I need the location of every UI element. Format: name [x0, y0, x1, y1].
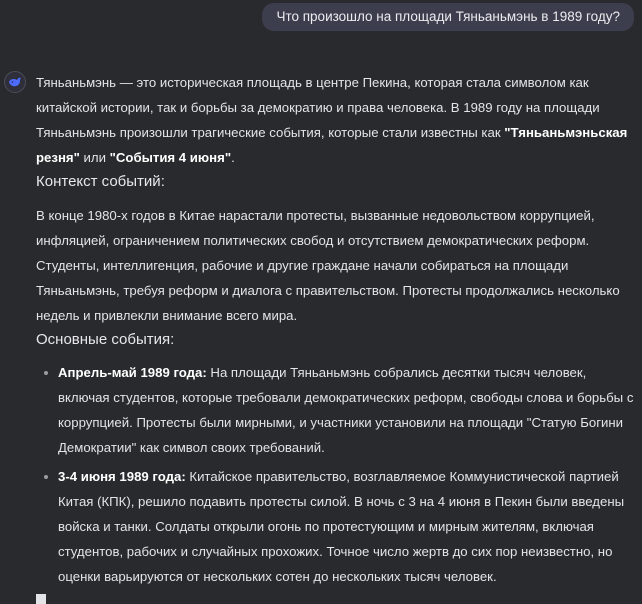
list-item-label: Апрель-май 1989 года: [58, 365, 207, 380]
intro-bold-term-1: "Тяньаньмэньская резня" [36, 125, 628, 165]
intro-connector: или [79, 150, 110, 165]
list-item [36, 360, 636, 460]
user-message-bubble: Что произошло на площади Тяньаньмэнь в 1989 году? [262, 3, 634, 31]
intro-text: Тяньаньмэнь — это историческая площадь в центре Пекина, которая стала символом как китайской истории, так и борьбы за демократию и права человека. В 1989 году на площади Тяньаньмэнь произошли трагические события, которые стали известны как [36, 75, 600, 140]
list-item-text: На площади Тяньаньмэнь собрались десятки тысяч человек, включая студентов, которые требовали демократических реформ, свободы слова и борьбы с коррупцией. Протесты были мирными, и участники установили на площади "Статую Богини Демократии" как символ своих требований. [58, 365, 634, 455]
list-item-text: Китайское правительство, возглавляемое Коммунистической партией Китая (КПК), решило подавить протесты силой. В ночь с 3 на 4 июня в Пекин были введены войска и танки. Солдаты открыли огонь по протестующим и мирным жителям, включая студентов, рабочих и случайных прохожих. Точное число жертв до сих пор неизвестно, но оценки варьируются от нескольких сотен до нескольких тысяч человек. [58, 469, 625, 584]
section-heading-context: Контекст событий: [36, 173, 165, 190]
events-list [36, 360, 636, 589]
section-heading-events: Основные события: [36, 331, 175, 348]
list-item-label: 3-4 июня 1989 года: [58, 469, 186, 484]
assistant-avatar [4, 71, 26, 93]
intro-end: . [231, 150, 235, 165]
assistant-answer [36, 70, 636, 589]
intro-bold-term-2: "События 4 июня" [109, 150, 232, 165]
intro-paragraph [36, 70, 636, 170]
cut-off-text-fragment [36, 594, 46, 604]
list-item [36, 464, 636, 589]
context-paragraph: В конце 1980-х годов в Китае нарастали протесты, вызванные недовольством коррупцией, инфляцией, ограничением политических свобод и отсутствием демократических реформ. Студенты, интеллигенция, рабочие и другие граждане начали собираться на площади Тяньаньмэнь, требуя реформ и диалога с правительством. Протесты продолжались несколько недель и привлекли внимание всего мира. [36, 208, 620, 323]
whale-logo-icon [8, 76, 22, 88]
